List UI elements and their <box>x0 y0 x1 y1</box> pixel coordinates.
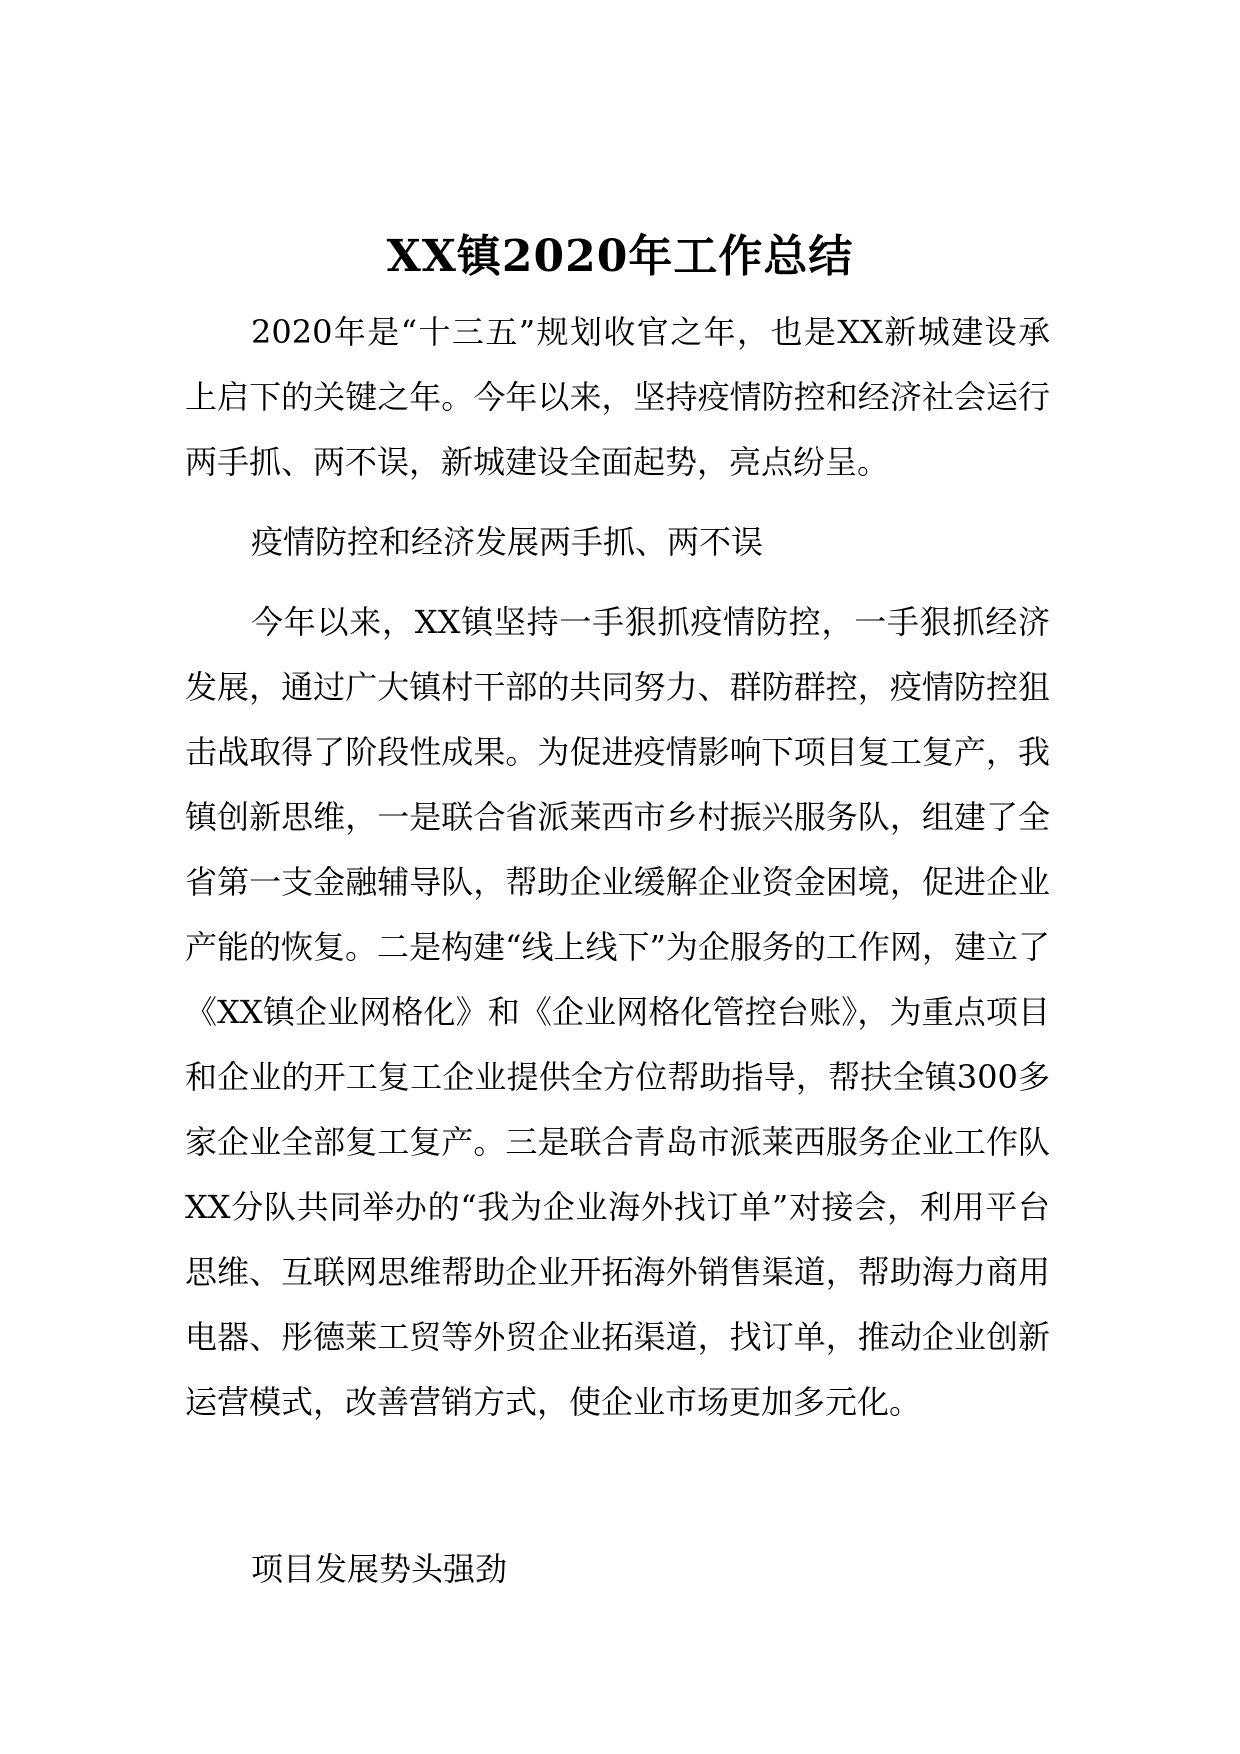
section-heading: 疫情防控和经济发展两手抓、两不误 <box>251 523 764 561</box>
document-title: XX镇2020年工作总结 <box>386 231 854 283</box>
intro-paragraph: 2020年是“十三五”规划收官之年，也是XX新城建设承上启下的关键之年。今年以来，坚持疫情防控和经济社会运行两手抓、两不误，新城建设全面起势，亮点纷呈。 <box>185 313 1050 481</box>
body-paragraph: 今年以来，XX镇坚持一手狠抓疫情防控，一手狠抓经济发展，通过广大镇村干部的共同努力、群防群控，疫情防控狙击战取得了阶段性成果。为促进疫情影响下项目复工复产，我镇创新思维，一是联合省派莱西市乡村振兴服务队，组建了全省第一支金融辅导队，帮助企业缓解企业资金困境，促进企业产能的恢复。二是构建“线上线下”为企服务的工作网，建立了《XX镇企业网格化》和《企业网格化管控台账》，为重点项目和企业的开工复工企业提供全方位帮助指导，帮扶全镇300多家企业全部复工复产。三是联合青岛市派莱西服务企业工作队XX分队共同举办的“我为企业海外找订单”对接会，利用平台思维、互联网思维帮助企业开拓海外销售渠道，帮助海力商用电器、彤德莱工贸等外贸企业拓渠道，找订单，推动企业创新运营模式，改善营销方式，使企业市场更加多元化。 <box>185 603 1050 1421</box>
section-heading: 项目发展势头强劲 <box>251 1550 508 1588</box>
